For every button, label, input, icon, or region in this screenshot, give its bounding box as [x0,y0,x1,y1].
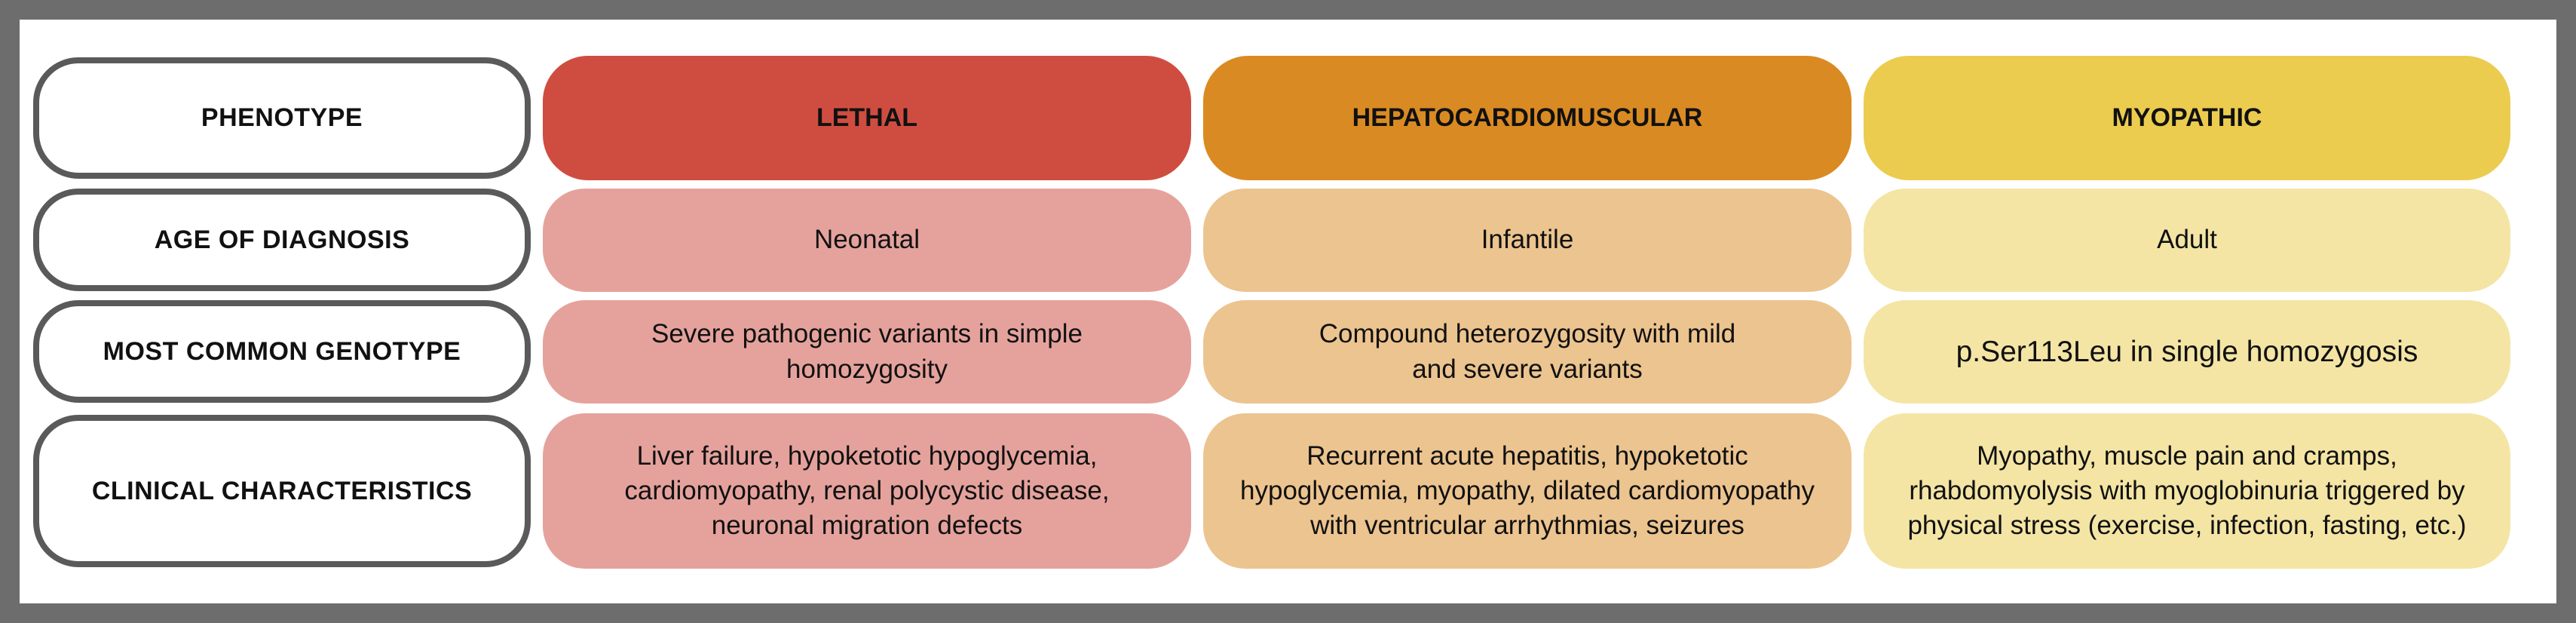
genotype-myopathic-line: p.Ser113Leu in single homozygosis [1956,335,2418,368]
genotype-hepatocardiomuscular-line: and severe variants [1412,354,1643,384]
genotype-hepatocardiomuscular [1203,300,1852,404]
clinical-hepatocardiomuscular-line: Recurrent acute hepatitis, hypoketotic [1306,440,1748,471]
clinical-hepatocardiomuscular [1203,413,1852,569]
header-lethal: LETHAL [543,56,1191,180]
genotype-lethal-line: homozygosity [786,354,948,384]
age-hepatocardiomuscular: Infantile [1203,189,1852,292]
clinical-myopathic-line: rhabdomyolysis with myoglobinuria triggered by [1909,475,2465,505]
genotype-myopathic [1864,300,2510,404]
age-myopathic: Adult [1864,189,2510,292]
clinical-myopathic [1864,413,2510,569]
age-lethal: Neonatal [543,189,1191,292]
header-hepatocardiomuscular: HEPATOCARDIOMUSCULAR [1203,56,1852,180]
clinical-hepatocardiomuscular-line: with ventricular arrhythmias, seizures [1310,511,1744,541]
genotype-lethal [543,300,1191,404]
clinical-myopathic-line: physical stress (exercise, infection, fasting, etc.) [1907,511,2467,541]
clinical-lethal-line: Liver failure, hypoketotic hypoglycemia, [636,440,1098,471]
header-myopathic: MYOPATHIC [1864,56,2510,180]
row-label-clinical-characteristics: CLINICAL CHARACTERISTICS [33,415,531,567]
clinical-lethal-line: cardiomyopathy, renal polycystic disease, [624,475,1110,505]
clinical-lethal-line: neuronal migration defects [711,511,1023,541]
genotype-hepatocardiomuscular-line: Compound heterozygosity with mild [1319,319,1736,349]
clinical-hepatocardiomuscular-line: hypoglycemia, myopathy, dilated cardiomyopathy [1240,475,1815,505]
genotype-lethal-line: Severe pathogenic variants in simple [651,319,1083,349]
clinical-lethal [543,413,1191,569]
row-label-phenotype: PHENOTYPE [33,57,531,179]
clinical-myopathic-line: Myopathy, muscle pain and cramps, [1977,440,2397,471]
row-label-most-common-genotype: MOST COMMON GENOTYPE [33,300,531,403]
row-label-age-of-diagnosis: AGE OF DIAGNOSIS [33,189,531,291]
